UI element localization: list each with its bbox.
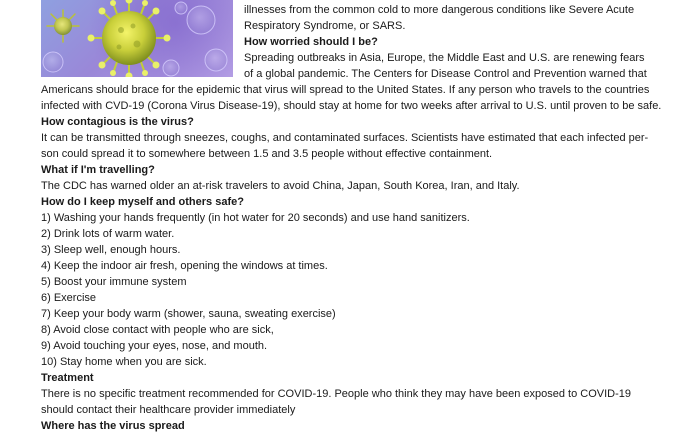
section-heading-worried: How worried should I be? xyxy=(244,36,378,48)
paragraph-line: of a global pandemic. The Centers for Disease Control and Prevention warned that xyxy=(244,68,647,80)
list-item: 6) Exercise xyxy=(41,292,97,304)
paragraph-line: The CDC has warned older an at-risk travelers to avoid China, Japan, South Korea, Iran, and Italy. xyxy=(41,180,520,192)
paragraph-line: Spreading outbreaks in Asia, Europe, the Middle East and U.S. are renewing fears xyxy=(244,52,645,64)
section-heading-safety: How do I keep myself and others safe? xyxy=(41,196,244,208)
list-item: 5) Boost your immune system xyxy=(41,276,187,288)
paragraph-line: infected with CVD-19 (Corona Virus Disease-19), should stay at home for two weeks after arrival to U.S. until proven to be safe. xyxy=(41,100,662,112)
intro-line: Respiratory Syndrome, or SARS. xyxy=(244,20,406,32)
list-item: 9) Avoid touching your eyes, nose, and mouth. xyxy=(41,340,268,352)
section-heading-spread: Where has the virus spread xyxy=(41,420,185,432)
list-item: 1) Washing your hands frequently (in hot water for 20 seconds) and use hand sanitizers. xyxy=(41,212,470,224)
list-item: 7) Keep your body warm (shower, sauna, sweating exercise) xyxy=(41,308,336,320)
paragraph-line: It can be transmitted through sneezes, coughs, and contaminated surfaces. Scientists have estimated that each infected per- xyxy=(41,132,649,144)
paragraph-line: son could spread it to somewhere between 1.5 and 3.5 people without effective containment. xyxy=(41,148,493,160)
paragraph-line: Americans should brace for the epidemic that virus will spread to the United States. If any person who travels to the countries xyxy=(41,84,650,96)
section-heading-travelling: What if I'm travelling? xyxy=(41,164,155,176)
coronavirus-illustration xyxy=(41,0,233,77)
section-heading-treatment: Treatment xyxy=(41,372,94,384)
section-heading-contagious: How contagious is the virus? xyxy=(41,116,194,128)
list-item: 10) Stay home when you are sick. xyxy=(41,356,207,368)
list-item: 3) Sleep well, enough hours. xyxy=(41,244,181,256)
virus-particles-graphic xyxy=(41,0,233,77)
list-item: 4) Keep the indoor air fresh, opening the windows at times. xyxy=(41,260,328,272)
list-item: 2) Drink lots of warm water. xyxy=(41,228,175,240)
intro-line: illnesses from the common cold to more dangerous conditions like Severe Acute xyxy=(244,4,635,16)
paragraph-line: should contact their healthcare provider immediately xyxy=(41,404,296,416)
list-item: 8) Avoid close contact with people who are sick, xyxy=(41,324,274,336)
paragraph-line: There is no specific treatment recommended for COVID-19. People who think they may have been exposed to COVID-19 xyxy=(41,388,632,400)
